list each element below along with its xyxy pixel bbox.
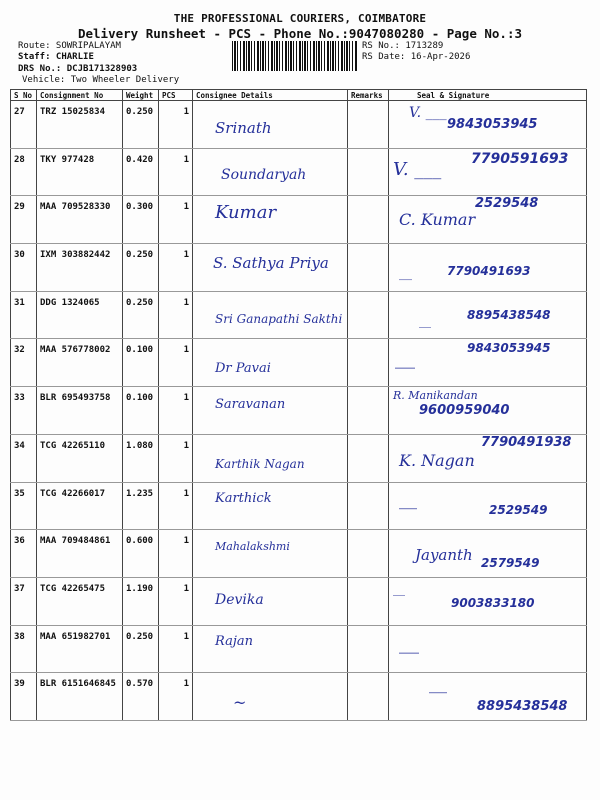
row-weight: 0.570: [123, 673, 159, 721]
consignee-handwriting: Dr Pavai: [215, 361, 271, 377]
row-consignment-no: BLR 6151646845: [37, 673, 123, 721]
runsheet-table: [10, 89, 587, 721]
row-consignment-no: IXM 303882442: [37, 244, 123, 292]
vehicle-label: Vehicle: Two Wheeler Delivery: [22, 75, 180, 85]
barcode: [232, 41, 358, 71]
rs-date: RS Date: 16-Apr-2026: [362, 52, 471, 62]
row-remarks: [348, 244, 389, 292]
table-row: [11, 577, 587, 625]
row-weight: 0.100: [123, 387, 159, 435]
row-remarks: [348, 577, 389, 625]
table-header-row: [11, 90, 587, 101]
col-pcs: PCS: [159, 90, 193, 101]
row-seal-signature: [389, 434, 587, 482]
row-weight: 1.235: [123, 482, 159, 530]
drs-number: DRS No.: DCJB171328903: [18, 64, 138, 74]
signature-handwriting: V. ___: [393, 158, 442, 180]
row-pcs: 1: [159, 577, 193, 625]
row-consignment-no: DDG 1324065: [37, 291, 123, 339]
rs-number: RS No.: 1713289: [362, 41, 444, 51]
row-seal-signature: [389, 196, 587, 244]
table-row: [11, 482, 587, 530]
signature-phone: 7790491693: [447, 264, 531, 279]
signature-phone: 7790491938: [481, 434, 572, 450]
row-consignee-details: [193, 148, 348, 196]
row-consignment-no: TCG 42265110: [37, 434, 123, 482]
signature-phone: 9003833180: [451, 595, 535, 610]
table-row: [11, 673, 587, 721]
row-sno: 35: [11, 482, 37, 530]
consignee-handwriting: ~: [233, 693, 247, 713]
row-consignee-details: [193, 291, 348, 339]
signature-phone: 9843053945: [447, 117, 538, 132]
row-remarks: [348, 101, 389, 149]
row-seal-signature: [389, 530, 587, 578]
row-consignee-details: [193, 482, 348, 530]
signature-handwriting: __: [419, 313, 431, 328]
signature-handwriting: V. ___: [409, 105, 447, 121]
row-remarks: [348, 291, 389, 339]
signature-handwriting: __: [399, 266, 412, 282]
company-name: THE PROFESSIONAL COURIERS, COIMBATORE: [173, 12, 427, 25]
col-seal: Seal & Signature: [389, 90, 587, 101]
signature-phone: 9600959040: [419, 403, 510, 419]
staff-label: Staff: CHARLIE: [18, 52, 94, 62]
row-sno: 29: [11, 196, 37, 244]
table-row: [11, 434, 587, 482]
row-pcs: 1: [159, 339, 193, 387]
signature-phone: 8895438548: [467, 307, 551, 322]
consignee-handwriting: Kumar: [215, 202, 277, 224]
table-row: [11, 625, 587, 673]
table-row: [11, 244, 587, 292]
row-weight: 0.420: [123, 148, 159, 196]
row-weight: 0.600: [123, 530, 159, 578]
row-weight: 0.300: [123, 196, 159, 244]
table-row: [11, 196, 587, 244]
row-sno: 39: [11, 673, 37, 721]
row-weight: 0.250: [123, 101, 159, 149]
row-sno: 30: [11, 244, 37, 292]
row-sno: 28: [11, 148, 37, 196]
row-weight: 1.080: [123, 434, 159, 482]
signature-phone: 8895438548: [477, 699, 568, 715]
row-sno: 32: [11, 339, 37, 387]
row-consignee-details: [193, 101, 348, 149]
row-consignment-no: MAA 709528330: [37, 196, 123, 244]
row-pcs: 1: [159, 387, 193, 435]
row-pcs: 1: [159, 291, 193, 339]
row-pcs: 1: [159, 434, 193, 482]
row-sno: 37: [11, 577, 37, 625]
consignee-handwriting: Rajan: [215, 633, 253, 649]
row-remarks: [348, 482, 389, 530]
consignee-handwriting: Saravanan: [215, 397, 286, 413]
row-pcs: 1: [159, 196, 193, 244]
row-consignment-no: BLR 695493758: [37, 387, 123, 435]
table-row: [11, 291, 587, 339]
row-sno: 27: [11, 101, 37, 149]
signature-handwriting: __: [429, 673, 447, 695]
row-consignee-details: [193, 577, 348, 625]
row-remarks: [348, 196, 389, 244]
consignee-handwriting: Karthick: [215, 490, 272, 506]
row-sno: 34: [11, 434, 37, 482]
row-pcs: 1: [159, 148, 193, 196]
row-seal-signature: [389, 291, 587, 339]
row-remarks: [348, 530, 389, 578]
row-remarks: [348, 434, 389, 482]
row-seal-signature: [389, 101, 587, 149]
consignee-handwriting: Soundaryah: [221, 166, 307, 183]
row-consignment-no: TCG 42265475: [37, 577, 123, 625]
table-row: [11, 387, 587, 435]
row-consignment-no: MAA 576778002: [37, 339, 123, 387]
col-consignment: Consignment No: [37, 90, 123, 101]
row-seal-signature: [389, 244, 587, 292]
row-seal-signature: [389, 673, 587, 721]
col-weight: Weight: [123, 90, 159, 101]
row-consignee-details: [193, 387, 348, 435]
consignee-handwriting: S. Sathya Priya: [213, 254, 329, 273]
row-remarks: [348, 148, 389, 196]
signature-handwriting: __: [393, 581, 405, 596]
row-pcs: 1: [159, 244, 193, 292]
signature-phone: 2529549: [489, 502, 548, 517]
row-pcs: 1: [159, 673, 193, 721]
row-weight: 0.250: [123, 244, 159, 292]
row-consignee-details: [193, 625, 348, 673]
row-consignee-details: [193, 434, 348, 482]
table-row: [11, 148, 587, 196]
table-row: [11, 101, 587, 149]
row-consignee-details: [193, 244, 348, 292]
row-seal-signature: [389, 148, 587, 196]
consignee-handwriting: Srinath: [215, 119, 272, 137]
col-consignee: Consignee Details: [193, 90, 348, 101]
signature-handwriting: R. Manikandan: [393, 389, 478, 403]
row-sno: 36: [11, 530, 37, 578]
route-label: Route: SOWRIPALAYAM: [18, 41, 121, 51]
row-pcs: 1: [159, 625, 193, 673]
row-remarks: [348, 673, 389, 721]
row-seal-signature: [389, 482, 587, 530]
row-weight: 1.190: [123, 577, 159, 625]
signature-handwriting: __: [399, 488, 417, 510]
row-pcs: 1: [159, 482, 193, 530]
row-consignee-details: [193, 339, 348, 387]
row-consignee-details: [193, 673, 348, 721]
table-row: [11, 530, 587, 578]
row-consignment-no: MAA 709484861: [37, 530, 123, 578]
row-remarks: [348, 387, 389, 435]
consignee-handwriting: Mahalakshmi: [215, 540, 290, 554]
signature-handwriting: Jayanth: [415, 546, 473, 565]
row-consignee-details: [193, 530, 348, 578]
runsheet-title: Delivery Runsheet - PCS - Phone No.:9047080280 - Page No.:3: [77, 26, 522, 41]
row-weight: 0.100: [123, 339, 159, 387]
row-consignee-details: [193, 196, 348, 244]
signature-handwriting: __: [399, 629, 419, 654]
signature-phone: 7790591693: [471, 150, 569, 167]
row-weight: 0.250: [123, 291, 159, 339]
signature-phone: 9843053945: [467, 341, 551, 356]
row-remarks: [348, 339, 389, 387]
signature-handwriting: K. Nagan: [399, 450, 475, 470]
row-consignment-no: MAA 651982701: [37, 625, 123, 673]
row-consignment-no: TRZ 15025834: [37, 101, 123, 149]
consignee-handwriting: Devika: [215, 591, 264, 608]
row-sno: 33: [11, 387, 37, 435]
row-consignment-no: TCG 42266017: [37, 482, 123, 530]
row-seal-signature: [389, 625, 587, 673]
signature-handwriting: __: [395, 345, 415, 370]
row-pcs: 1: [159, 101, 193, 149]
row-consignment-no: TKY 977428: [37, 148, 123, 196]
col-remarks: Remarks: [348, 90, 389, 101]
row-seal-signature: [389, 339, 587, 387]
row-sno: 38: [11, 625, 37, 673]
table-row: [11, 339, 587, 387]
consignee-handwriting: Sri Ganapathi Sakthi: [215, 311, 343, 326]
row-weight: 0.250: [123, 625, 159, 673]
row-seal-signature: [389, 577, 587, 625]
col-sno: S No: [11, 90, 37, 101]
row-remarks: [348, 625, 389, 673]
signature-phone: 2529548: [475, 196, 539, 212]
consignee-handwriting: Karthik Nagan: [215, 456, 305, 471]
signature-phone: 2579549: [481, 556, 540, 571]
row-pcs: 1: [159, 530, 193, 578]
signature-handwriting: C. Kumar: [399, 210, 476, 230]
row-seal-signature: [389, 387, 587, 435]
row-sno: 31: [11, 291, 37, 339]
